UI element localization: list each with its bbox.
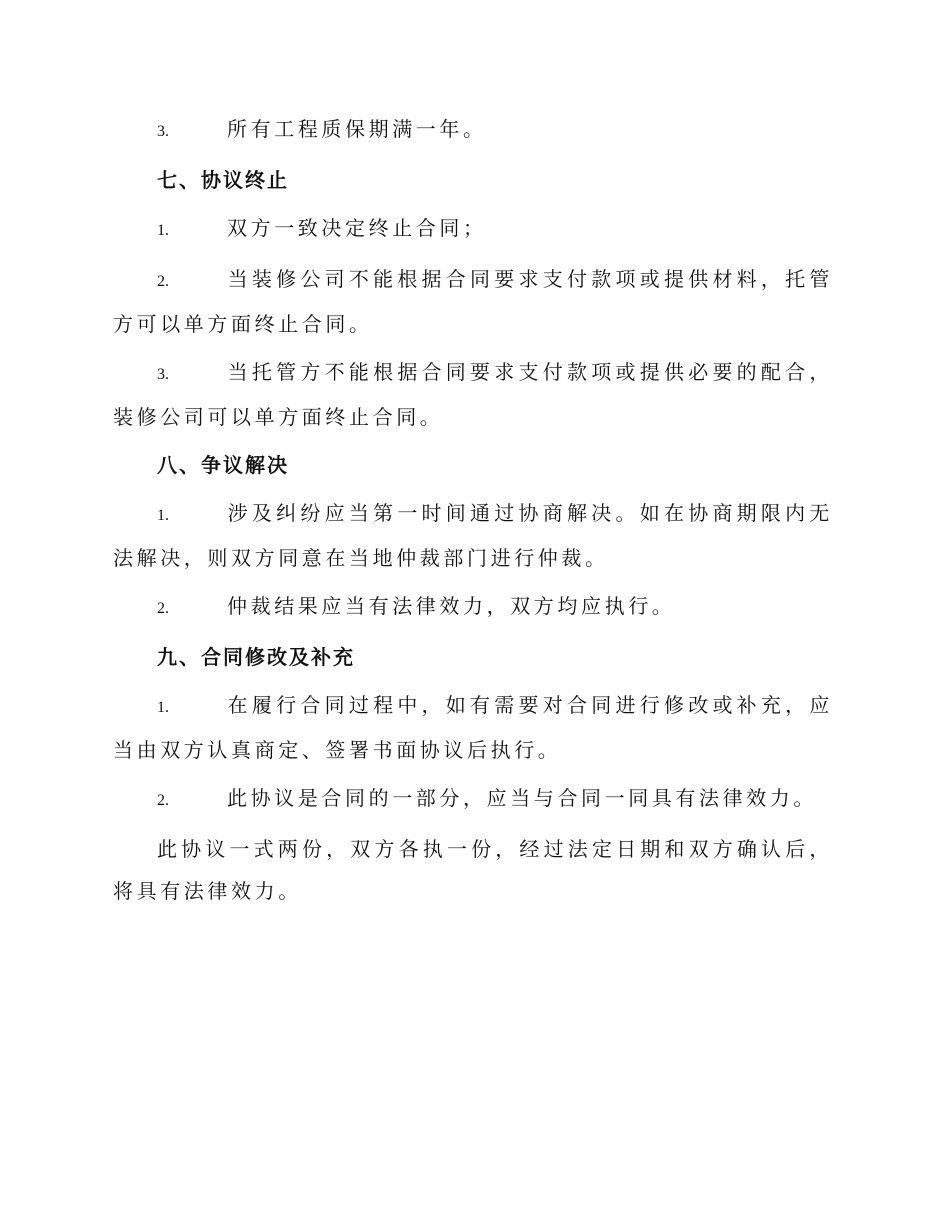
item-number: 1. <box>157 222 169 239</box>
section-heading-amendment: 九、合同修改及补充 <box>157 645 355 669</box>
section-heading-dispute: 八、争议解决 <box>157 453 289 477</box>
document-body <box>113 108 833 912</box>
list-item <box>113 258 833 345</box>
item-number: 2. <box>157 273 169 290</box>
list-item <box>113 351 833 438</box>
item-text: 此协议是合同的一部分，应当与合同一同具有法律效力。 <box>227 786 817 810</box>
list-item <box>113 585 833 630</box>
list-item <box>113 207 833 252</box>
item-number: 3. <box>157 366 169 383</box>
item-text: 涉及纠纷应当第一时间通过协商解决。如在协商期限内无法解决，则双方同意在当地仲裁部门进行仲裁。 <box>113 501 833 570</box>
list-item <box>113 108 833 153</box>
item-number: 1. <box>157 699 169 716</box>
item-number: 2. <box>157 792 169 809</box>
item-number: 2. <box>157 600 169 617</box>
item-text: 当托管方不能根据合同要求支付款项或提供必要的配合，装修公司可以单方面终止合同。 <box>113 360 833 429</box>
item-number: 3. <box>157 123 169 140</box>
item-text: 仲裁结果应当有法律效力，双方均应执行。 <box>227 594 676 618</box>
list-item <box>113 492 833 579</box>
list-item <box>113 684 833 771</box>
item-number: 1. <box>157 507 169 524</box>
item-text: 当装修公司不能根据合同要求支付款项或提供材料，托管方可以单方面终止合同。 <box>113 267 833 336</box>
section-heading-termination: 七、协议终止 <box>157 168 289 192</box>
item-text: 双方一致决定终止合同； <box>227 216 487 240</box>
item-text: 所有工程质保期满一年。 <box>227 117 487 141</box>
closing-paragraph: 此协议一式两份，双方各执一份，经过法定日期和双方确认后，将具有法律效力。 <box>113 837 833 903</box>
list-item <box>113 777 833 822</box>
item-text: 在履行合同过程中，如有需要对合同进行修改或补充，应当由双方认真商定、签署书面协议后执行。 <box>113 693 833 762</box>
